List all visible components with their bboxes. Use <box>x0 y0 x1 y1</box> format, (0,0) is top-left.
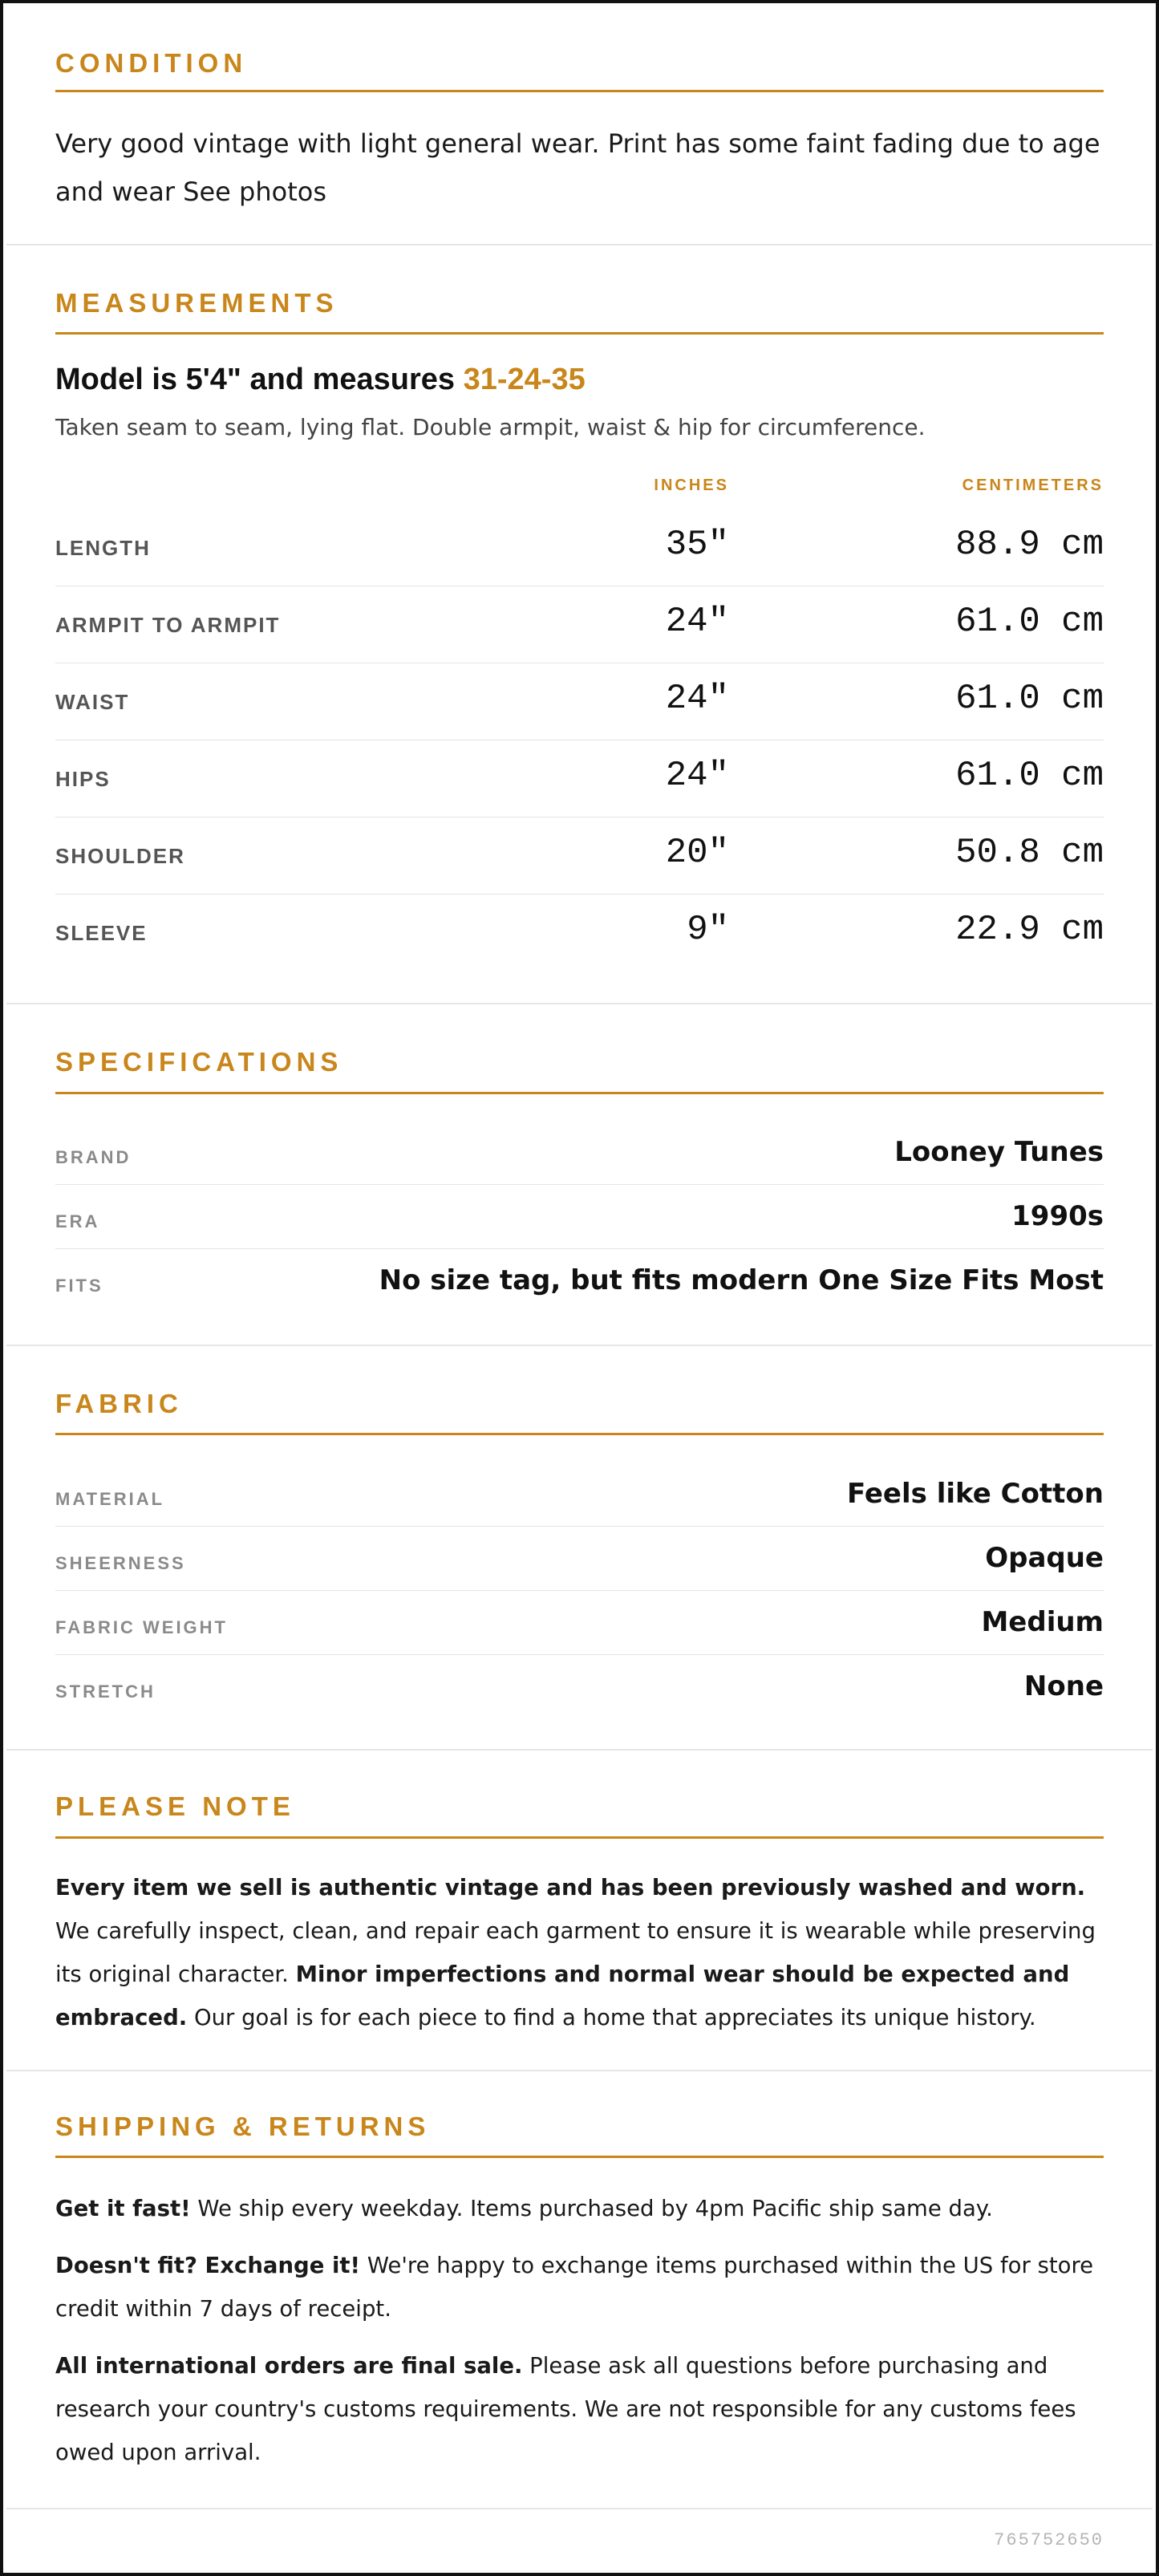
shipping-text-3: Please ask all questions before purchasing and research your country's customs requirements. We are not responsible for any customs fees owed upon arrival. <box>55 2353 1076 2465</box>
centimeters-column-header: CENTIMETERS <box>962 477 1104 494</box>
specifications-section: SPECIFICATIONS BRAND Looney Tunes ERA 1990s FITS No size tag, but fits modern One Size Fits Most <box>6 1003 1153 1346</box>
shipping-paragraph-3 <box>55 2344 1104 2474</box>
model-prefix: Model is 5'4" and measures <box>55 363 464 396</box>
model-measurements <box>55 363 586 397</box>
shipping-text-2: We're happy to exchange items purchased within the US for store credit within 7 days of receipt. <box>55 2253 1094 2322</box>
please-note-bold-2: Minor imperfections and normal wear should be expected and embraced. <box>55 1961 1070 2030</box>
fabric-row-weight: FABRIC WEIGHT Medium <box>55 1590 1104 1655</box>
shipping-paragraph-2 <box>55 2244 1104 2331</box>
measurement-row-waist: WAIST 24" 61.0 cm <box>55 663 1104 740</box>
heading-rule <box>55 90 1104 92</box>
please-note-text-1: We carefully inspect, clean, and repair each garment to ensure it is wearable while preserving its original character. <box>55 1918 1096 1987</box>
heading-rule <box>55 2156 1104 2158</box>
fabric-row-stretch: STRETCH None <box>55 1670 1104 1702</box>
heading-rule <box>55 332 1104 335</box>
shipping-bold-2: Doesn't fit? Exchange it! <box>55 2253 361 2278</box>
heading-rule <box>55 1836 1104 1839</box>
fabric-row-sheerness: SHEERNESS Opaque <box>55 1526 1104 1591</box>
fabric-row-material: MATERIAL Feels like Cotton <box>55 1462 1104 1527</box>
measurement-row-hips: HIPS 24" 61.0 cm <box>55 740 1104 817</box>
spec-row-fits: FITS No size tag, but fits modern One Size Fits Most <box>55 1264 1104 1296</box>
shipping-returns-section: SHIPPING & RETURNS Get it fast! We ship every weekday. Items purchased by 4pm Pacific ship same day. Doesn't fit? Exchange it! We're happy to exchange items purchased within the US for store credit within 7 days of receipt. All international orders are final sale. Please ask all questions before purchasing and research your country's customs requirements. We are not responsible for any customs fees owed upon arrival. <box>6 2070 1153 2509</box>
please-note-text <box>55 1866 1104 2039</box>
shipping-text-1: We ship every weekday. Items purchased by 4pm Pacific ship same day. <box>190 2196 993 2221</box>
model-figures: 31-24-35 <box>463 363 586 396</box>
condition-section: CONDITION Very good vintage with light general wear. Print has some faint fading due to age and wear See photos <box>6 3 1153 245</box>
measurement-row-shoulder: SHOULDER 20" 50.8 cm <box>55 817 1104 895</box>
measurement-row-sleeve: SLEEVE 9" 22.9 cm <box>55 910 1104 950</box>
spec-row-era: ERA 1990s <box>55 1184 1104 1249</box>
measurement-row-armpit: ARMPIT TO ARMPIT 24" 61.0 cm <box>55 586 1104 663</box>
fabric-section: FABRIC MATERIAL Feels like Cotton SHEERNESS Opaque FABRIC WEIGHT Medium STRETCH None <box>6 1345 1153 1750</box>
heading-rule <box>55 1092 1104 1094</box>
measurements-section: MEASUREMENTS Model is 5'4" and measures 31-24-35 Taken seam to seam, lying flat. Double armpit, waist & hip for circumference. INCHES CENTIMETERS LENGTH 35" 88.9 cm ARMPIT TO ARMPIT 24" 61.0 cm WAIST 24" 61.0 cm HIPS 24" 61.0 cm SHOULDER 20" 50.8 cm SLEEVE 9" 22.9 cm <box>6 244 1153 1004</box>
inches-column-header: INCHES <box>654 477 729 494</box>
measurement-note: Taken seam to seam, lying flat. Double armpit, waist & hip for circumference. <box>55 414 926 440</box>
please-note-bold-1: Every item we sell is authentic vintage and has been previously washed and worn. <box>55 1875 1086 1901</box>
spec-row-brand: BRAND Looney Tunes <box>55 1120 1104 1185</box>
condition-text: Very good vintage with light general wear. Print has some faint fading due to age and wear See photos <box>55 128 1100 207</box>
shipping-paragraph-1 <box>55 2187 1104 2230</box>
please-note-text-2: Our goal is for each piece to find a home that appreciates its unique history. <box>187 2005 1036 2030</box>
shipping-bold-1: Get it fast! <box>55 2196 191 2221</box>
product-id: 765752650 <box>994 2530 1104 2550</box>
heading-rule <box>55 1433 1104 1435</box>
please-note-section: PLEASE NOTE Every item we sell is authentic vintage and has been previously washed and worn. We carefully inspect, clean, and repair each garment to ensure it is wearable while preserving its original character. Minor imperfections and normal wear should be expected and embraced. Our goal is for each piece to find a home that appreciates its unique history. <box>6 1749 1153 2071</box>
shipping-bold-3: All international orders are final sale. <box>55 2353 523 2379</box>
measurement-row-length: LENGTH 35" 88.9 cm <box>55 509 1104 586</box>
